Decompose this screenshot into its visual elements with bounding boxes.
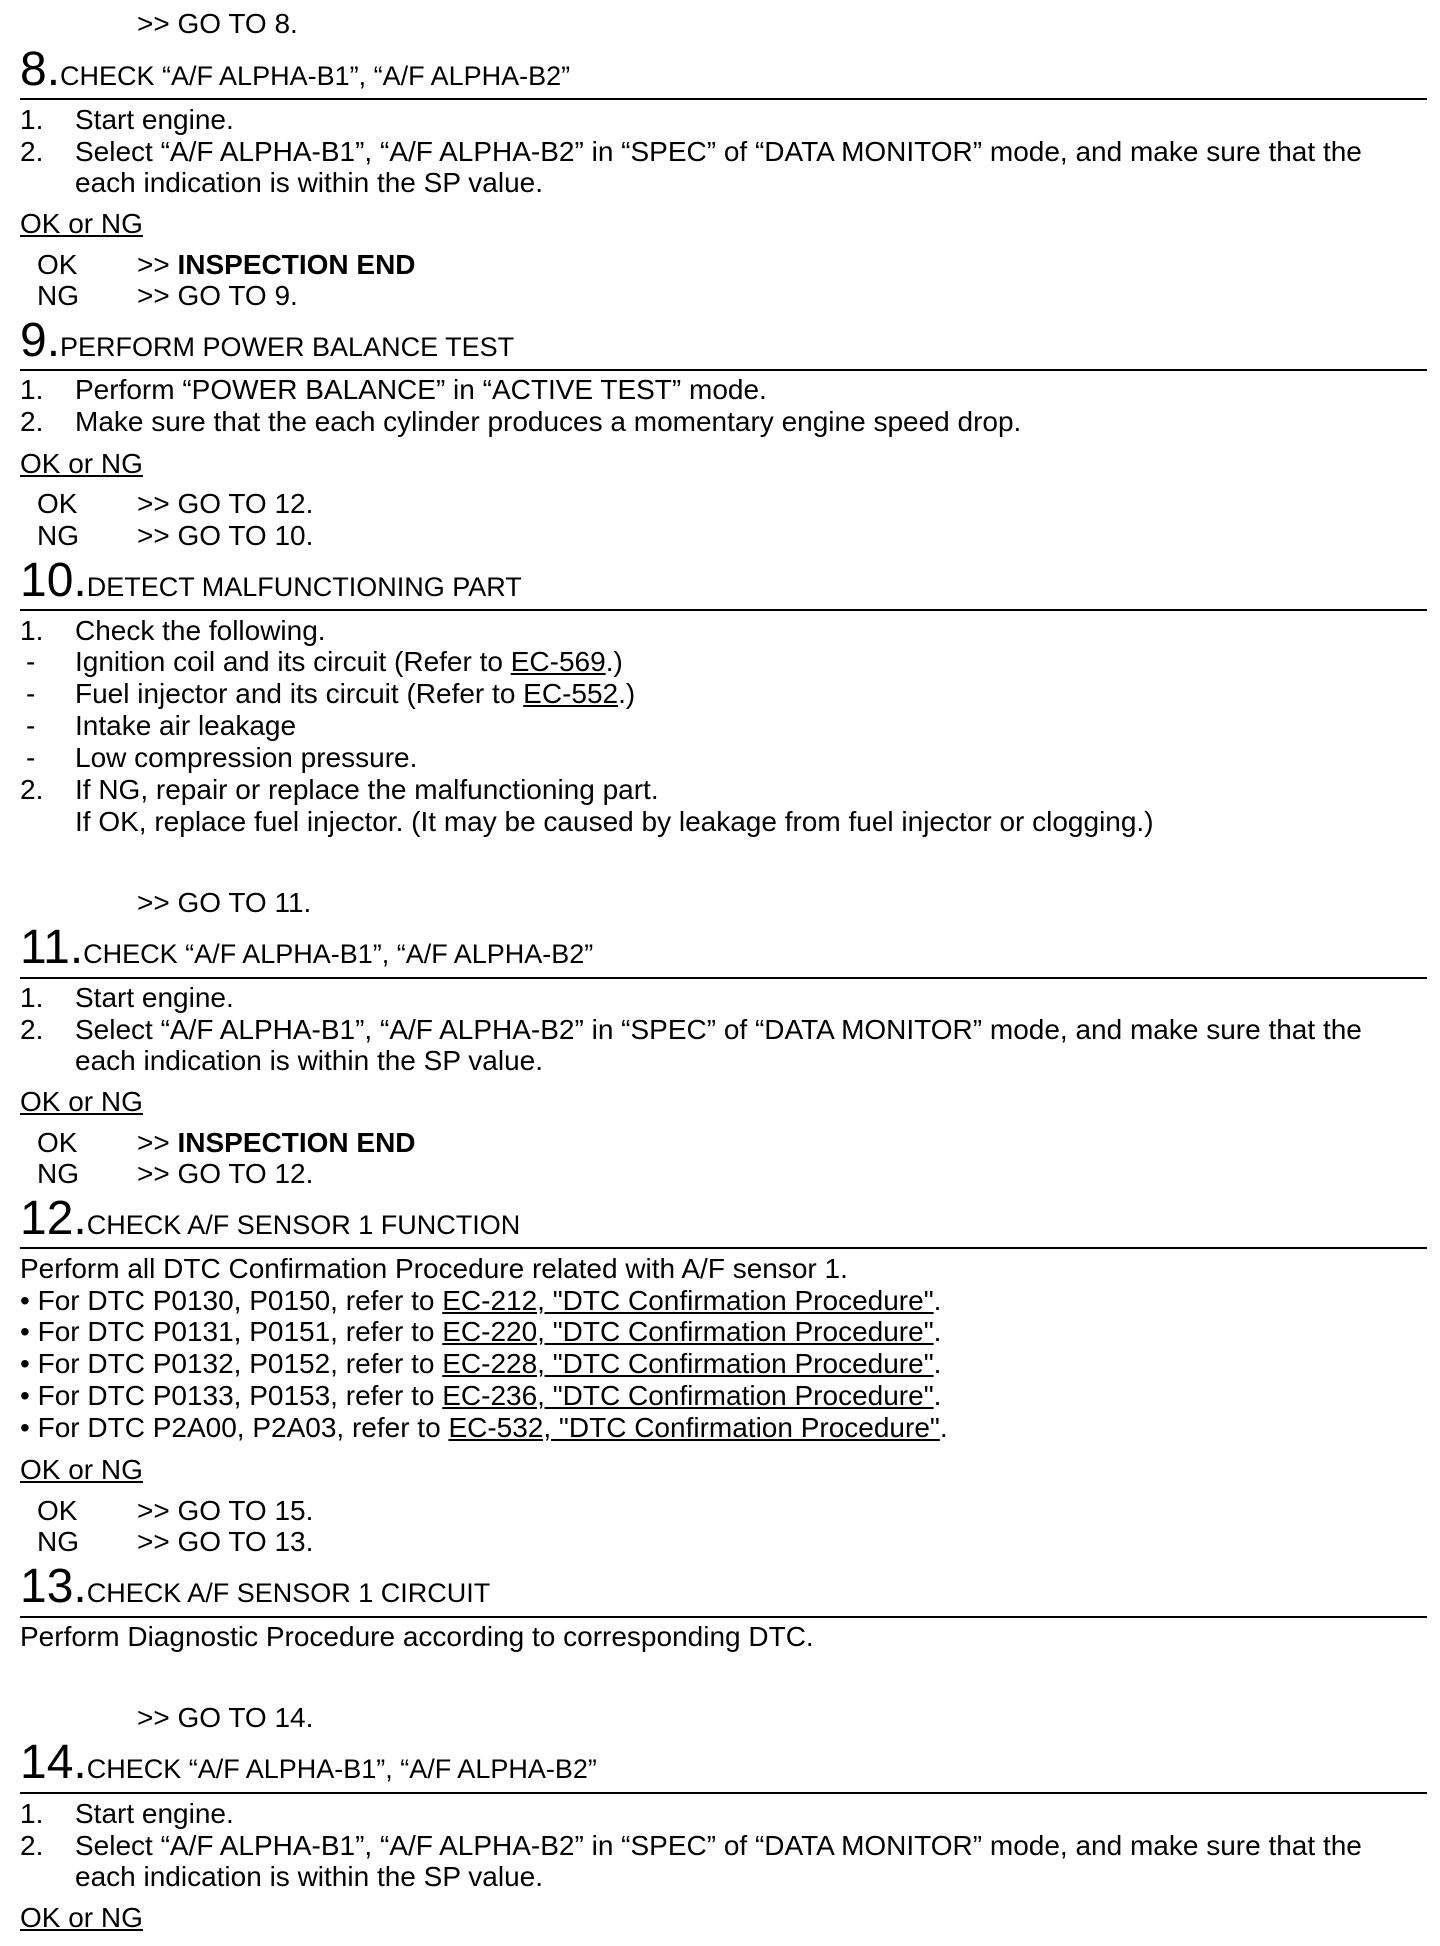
step-title: DETECT MALFUNCTIONING PART <box>86 572 522 602</box>
ok-label: OK <box>37 249 78 280</box>
step-title: CHECK “A/F ALPHA-B1”, “A/F ALPHA-B2” <box>86 1754 597 1784</box>
ok-label: OK <box>37 1495 78 1526</box>
step-title: CHECK A/F SENSOR 1 FUNCTION <box>86 1210 521 1240</box>
list-item: Intake air leakage <box>75 710 297 741</box>
dash-marker: - <box>26 678 36 709</box>
ok-result: >> INSPECTION END <box>137 1127 416 1158</box>
goto-step-11: >> GO TO 11. <box>137 887 312 918</box>
divider <box>20 1792 1427 1794</box>
step-10-heading <box>20 554 522 607</box>
step-title: CHECK A/F SENSOR 1 CIRCUIT <box>86 1578 491 1608</box>
ok-or-ng-label: OK or NG <box>20 208 143 239</box>
list-item-continuation: each indication is within the SP value. <box>75 167 543 198</box>
ng-label: NG <box>37 1526 79 1557</box>
step-14-heading <box>20 1736 597 1789</box>
ok-result: >> GO TO 12. <box>137 488 314 519</box>
ok-result: >> INSPECTION END <box>137 249 416 280</box>
intro-text: Perform all DTC Confirmation Procedure related with A/F sensor 1. <box>20 1253 848 1284</box>
list-item: Check the following. <box>75 615 326 646</box>
bullet-item: • For DTC P0131, P0151, refer to EC-220, "DTC Confirmation Procedure". <box>20 1316 942 1347</box>
goto-step-14: >> GO TO 14. <box>137 1702 314 1733</box>
list-item: Fuel injector and its circuit (Refer to EC-552.) <box>75 678 636 709</box>
ref-link-ec-552[interactable]: EC-552 <box>523 678 619 709</box>
dash-marker: - <box>26 742 36 773</box>
divider <box>20 1616 1427 1618</box>
list-marker: 1. <box>20 982 44 1013</box>
step-title: PERFORM POWER BALANCE TEST <box>60 332 515 362</box>
list-item: If NG, repair or replace the malfunctioning part. <box>75 774 659 805</box>
divider <box>20 609 1427 611</box>
dash-marker: - <box>26 710 36 741</box>
step-number: 12. <box>20 1192 87 1245</box>
ng-result: >> GO TO 12. <box>137 1158 314 1189</box>
step-12-heading <box>20 1192 521 1245</box>
divider <box>20 1247 1427 1249</box>
bullet-item: • For DTC P0132, P0152, refer to EC-228, "DTC Confirmation Procedure". <box>20 1348 942 1379</box>
ng-result: >> GO TO 10. <box>137 520 314 551</box>
divider <box>20 98 1427 100</box>
step-11-heading <box>20 921 594 974</box>
list-item: Start engine. <box>75 1798 234 1829</box>
step-title: CHECK “A/F ALPHA-B1”, “A/F ALPHA-B2” <box>83 939 594 969</box>
divider <box>20 369 1427 371</box>
ok-label: OK <box>37 1127 78 1158</box>
step-8-heading <box>20 43 571 96</box>
divider <box>20 977 1427 979</box>
step-number: 14. <box>20 1736 87 1789</box>
list-item: Perform “POWER BALANCE” in “ACTIVE TEST” mode. <box>75 374 767 405</box>
bullet-item: • For DTC P0133, P0153, refer to EC-236, "DTC Confirmation Procedure". <box>20 1380 942 1411</box>
step-number: 8. <box>20 43 61 96</box>
list-item: Ignition coil and its circuit (Refer to EC-569.) <box>75 646 623 677</box>
step-number: 13. <box>20 1560 87 1613</box>
inspection-end: INSPECTION END <box>177 249 416 280</box>
list-item: Make sure that the each cylinder produces a momentary engine speed drop. <box>75 406 1022 437</box>
bullet-item: • For DTC P2A00, P2A03, refer to EC-532, "DTC Confirmation Procedure". <box>20 1412 948 1443</box>
ng-result: >> GO TO 9. <box>137 280 298 311</box>
ng-label: NG <box>37 520 79 551</box>
ok-label: OK <box>37 488 78 519</box>
list-marker: 1. <box>20 615 44 646</box>
ref-link-ec-212[interactable]: EC-212, "DTC Confirmation Procedure" <box>442 1285 934 1316</box>
list-item-continuation: each indication is within the SP value. <box>75 1045 543 1076</box>
intro-text: Perform Diagnostic Procedure according to corresponding DTC. <box>20 1621 814 1652</box>
ref-link-ec-220[interactable]: EC-220, "DTC Confirmation Procedure" <box>442 1316 934 1347</box>
list-marker: 2. <box>20 774 44 805</box>
list-item: Low compression pressure. <box>75 742 418 773</box>
ref-link-ec-569[interactable]: EC-569 <box>510 646 606 677</box>
list-marker: 2. <box>20 136 44 167</box>
list-marker: 2. <box>20 406 44 437</box>
step-9-heading <box>20 314 515 367</box>
ref-link-ec-532[interactable]: EC-532, "DTC Confirmation Procedure" <box>448 1412 940 1443</box>
step-number: 11. <box>20 921 84 974</box>
list-marker: 2. <box>20 1014 44 1045</box>
list-item: Select “A/F ALPHA-B1”, “A/F ALPHA-B2” in “SPEC” of “DATA MONITOR” mode, and make sure that the <box>75 1830 1362 1861</box>
bullet-item: • For DTC P0130, P0150, refer to EC-212, "DTC Confirmation Procedure". <box>20 1285 942 1316</box>
step-title: CHECK “A/F ALPHA-B1”, “A/F ALPHA-B2” <box>60 61 571 91</box>
ok-or-ng-label: OK or NG <box>20 1902 143 1933</box>
ok-result: >> GO TO 15. <box>137 1495 314 1526</box>
list-item: Start engine. <box>75 982 234 1013</box>
dash-marker: - <box>26 646 36 677</box>
ok-or-ng-label: OK or NG <box>20 1454 143 1485</box>
list-item: Select “A/F ALPHA-B1”, “A/F ALPHA-B2” in “SPEC” of “DATA MONITOR” mode, and make sure that the <box>75 136 1362 167</box>
step-number: 9. <box>20 314 61 367</box>
ng-label: NG <box>37 280 79 311</box>
list-item-continuation: If OK, replace fuel injector. (It may be caused by leakage from fuel injector or clogging.) <box>75 806 1154 837</box>
list-marker: 1. <box>20 1798 44 1829</box>
list-item-continuation: each indication is within the SP value. <box>75 1861 543 1892</box>
ng-label: NG <box>37 1158 79 1189</box>
step-number: 10. <box>20 554 87 607</box>
step-13-heading <box>20 1560 491 1613</box>
inspection-end: INSPECTION END <box>177 1127 416 1158</box>
ref-link-ec-228[interactable]: EC-228, "DTC Confirmation Procedure" <box>442 1348 934 1379</box>
list-marker: 1. <box>20 104 44 135</box>
ref-link-ec-236[interactable]: EC-236, "DTC Confirmation Procedure" <box>442 1380 934 1411</box>
ok-or-ng-label: OK or NG <box>20 1086 143 1117</box>
ng-result: >> GO TO 13. <box>137 1526 314 1557</box>
ok-or-ng-label: OK or NG <box>20 448 143 479</box>
list-item: Start engine. <box>75 104 234 135</box>
list-marker: 1. <box>20 374 44 405</box>
list-marker: 2. <box>20 1830 44 1861</box>
list-item: Select “A/F ALPHA-B1”, “A/F ALPHA-B2” in “SPEC” of “DATA MONITOR” mode, and make sure that the <box>75 1014 1362 1045</box>
goto-step-8: >> GO TO 8. <box>137 8 298 39</box>
